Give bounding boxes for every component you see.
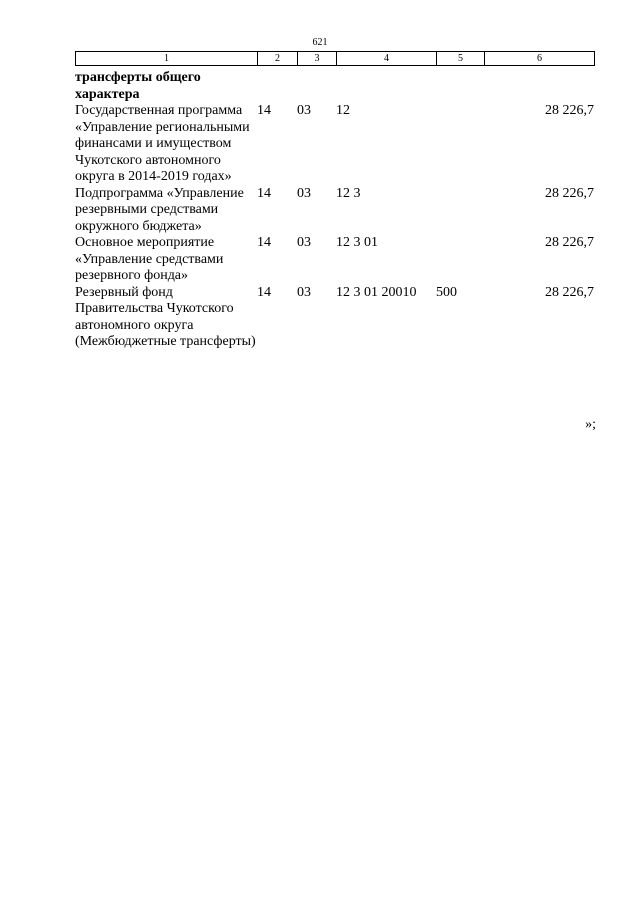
row-target-code: 12 3 01 20010 [336,284,417,300]
row-name: Резервный фонд Правительства Чукотского автономного округа (Межбюджетные трансферты) [75,284,256,349]
table-row [75,285,594,351]
row-expense-type [436,103,484,186]
row-amount: 28 226,7 [545,103,594,118]
row-section: 14 [257,284,271,300]
column-header-6: 6 [485,52,595,66]
column-number-row [76,52,595,66]
row-subsection: 03 [297,185,311,201]
row-expense-type: 500 [436,284,457,300]
column-header-5: 5 [437,52,485,66]
row-section: 14 [257,185,271,201]
row-section: 14 [257,103,271,118]
row-target-code: 12 3 01 [336,235,378,250]
row-amount: 28 226,7 [545,235,594,250]
table-row [75,186,594,236]
row-amount: 28 226,7 [545,185,594,201]
row-name: Основное мероприятие «Управление средствами резервного фонда» [75,235,224,283]
column-header-2: 2 [258,52,298,66]
table-body [75,70,594,351]
column-header-3: 3 [298,52,337,66]
column-header-1: 1 [76,52,258,66]
row-name: Подпрограмма «Управление резервными средствами окружного бюджета» [75,185,244,234]
row-subsection: 03 [297,103,311,118]
table-row [75,103,594,186]
row-target-code: 12 3 [336,185,361,201]
row-section: 14 [257,235,271,250]
closing-quote-mark: »; [585,417,596,432]
row-target-code: 12 [336,103,350,118]
page-number: 621 [312,37,328,48]
row-amount: 28 226,7 [545,284,594,300]
row-expense-type [436,186,484,236]
column-header-table [75,51,595,66]
row-subsection: 03 [297,284,311,300]
table-row [75,235,594,285]
continuation-heading: трансферты общего характера [75,70,201,102]
row-subsection: 03 [297,235,311,250]
row-expense-type [436,235,484,285]
continuation-row [75,70,594,103]
column-header-4: 4 [337,52,437,66]
row-name: Государственная программа «Управление региональными финансами и имуществом Чукотского автономного округа в 2014-2019 годах» [75,103,250,184]
